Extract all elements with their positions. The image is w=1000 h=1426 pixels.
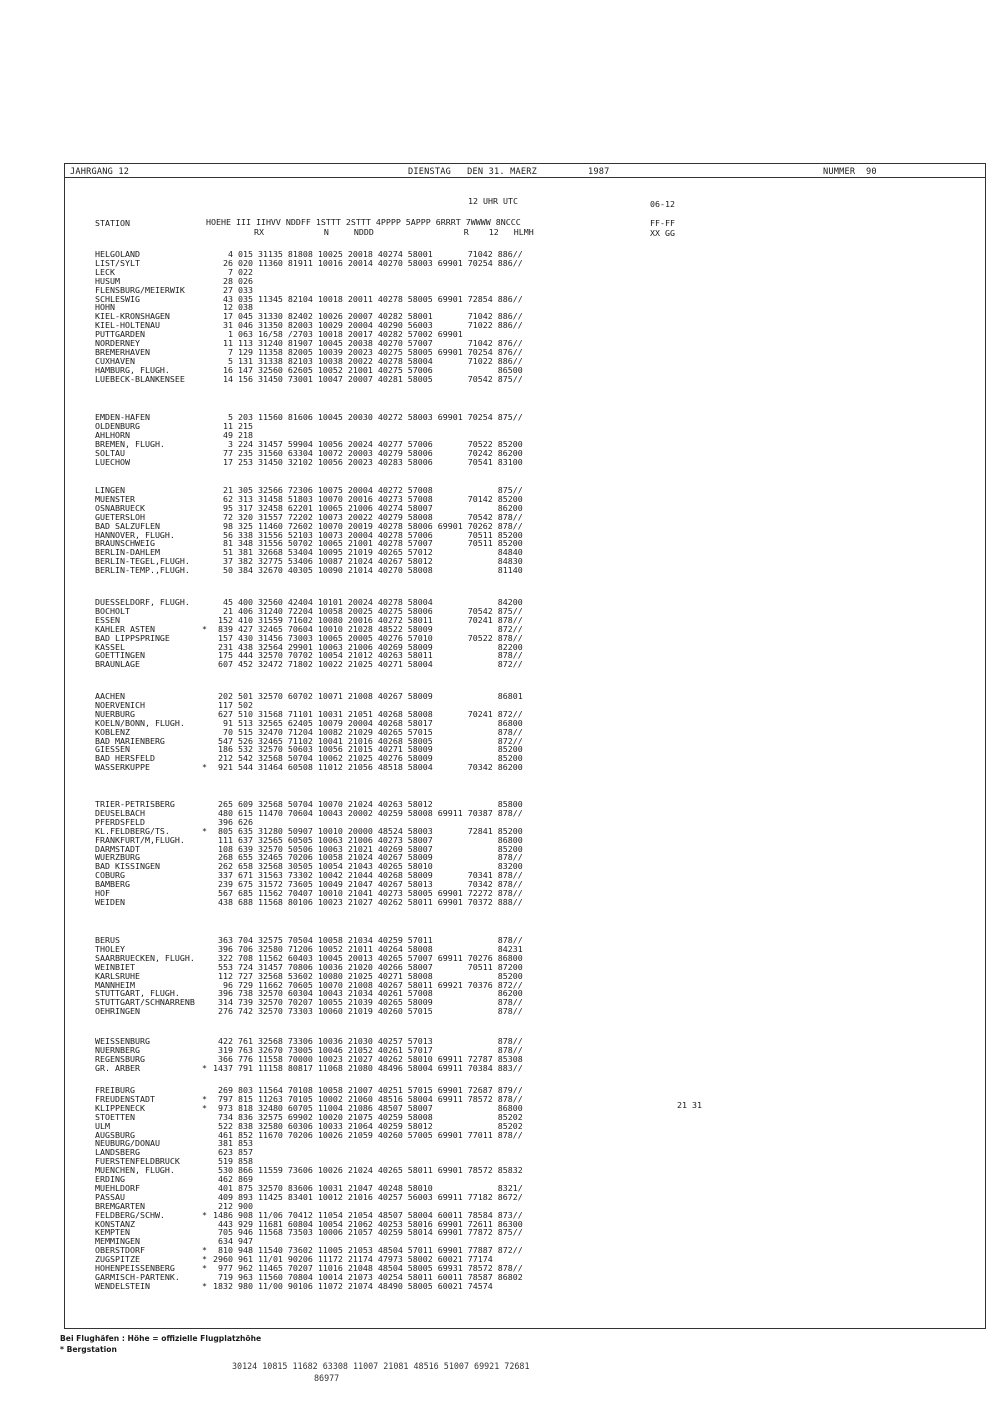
station-values: 17 045 31330 82402 10026 20007 40282 58001 71042 886// (213, 311, 523, 322)
station-name: KOELN/BONN, FLUGH. (95, 717, 185, 728)
issue-number: NUMMER 90 (823, 167, 877, 177)
code-header-line1: HOEHE III IIHVV NDDFF 1STTT 2STTT 4PPPP 5APPP 6RRRT 7WWWW 8NCCC (206, 217, 521, 227)
station-values: 5 131 31338 82103 10038 20022 40278 58004 71022 886// (213, 355, 523, 366)
station-values: 62 313 31458 51803 10070 20016 40273 57008 70142 85200 (213, 493, 523, 504)
station-name: SCHLESWIG (95, 293, 140, 304)
station-name: LINGEN (95, 485, 125, 495)
station-values: 5 203 11560 81606 10045 20030 40272 58003 69901 70254 875// (213, 412, 523, 422)
station-values: 337 671 31563 73302 10042 21044 40268 58009 70341 878// (213, 870, 523, 881)
year-label: 1987 (588, 167, 610, 177)
side-code-header1: FF-FF (650, 218, 675, 228)
station-values: 51 381 32668 53404 10095 21019 40265 57012 84840 (213, 547, 523, 558)
station-values: 11 215 (213, 420, 253, 431)
station-name: THOLEY (95, 943, 125, 954)
station-values: 43 035 11345 82104 10018 20011 40278 58005 69901 72854 886// (213, 293, 523, 304)
station-values: 186 532 32570 50603 10056 21015 40271 58009 85200 (213, 744, 523, 755)
station-name: NORDERNEY (95, 338, 140, 348)
station-name: GIESSEN (95, 744, 130, 755)
station-values: 422 761 32568 73306 10036 21030 40257 57013 878// (213, 1036, 523, 1046)
station-name: WENDELSTEIN (95, 1280, 150, 1291)
station-values: 37 382 32775 53406 10087 21024 40267 58012 84830 (213, 556, 523, 567)
mountain-station-marker: * (202, 1280, 207, 1291)
station-values: 363 704 32575 70504 10058 21034 40259 57011 878// (213, 935, 523, 945)
station-name: OEHRINGEN (95, 1006, 140, 1017)
station-values: 734 836 32575 69902 10020 21075 40259 58008 85202 (213, 1111, 523, 1122)
station-name: STUTTGART/SCHNARRENB (95, 997, 195, 1008)
station-name: MEMMINGEN (95, 1236, 140, 1247)
station-name: KIEL-HOLTENAU (95, 320, 160, 331)
station-values: 438 688 11568 80106 10023 21027 40262 58011 69901 70372 888// (213, 896, 523, 907)
footnote-mountain: * Bergstation (60, 1345, 117, 1354)
mountain-station-marker: * (202, 1062, 207, 1073)
station-name: TRIER-PETRISBERG (95, 799, 175, 809)
station-values: 547 526 32465 71102 10041 21016 40268 58005 872// (213, 735, 523, 746)
station-values: 530 866 11559 73606 10026 21024 40265 58011 69901 78572 85832 (213, 1165, 523, 1176)
station-values: 21 406 31240 72204 10058 20025 40275 58006 70542 875// (213, 605, 523, 616)
station-name: LIST/SYLT (95, 257, 140, 268)
station-name: COBURG (95, 870, 125, 881)
side-note: 21 31 (677, 1100, 702, 1110)
station-name: CUXHAVEN (95, 355, 135, 366)
station-name: FREUDENSTADT (95, 1093, 155, 1104)
station-name: AUGSBURG (95, 1129, 135, 1140)
station-values: 157 430 31456 73003 10065 20005 40276 57010 70522 878// (213, 632, 523, 643)
station-values: 72 320 31557 72202 10073 20022 40279 58008 70542 878// (213, 511, 523, 522)
station-values: 17 253 31450 32102 10056 20023 40283 58006 70541 83100 (213, 456, 523, 467)
station-name: BREMERHAVEN (95, 346, 150, 357)
station-values: 810 948 11540 73602 11005 21053 48504 57011 69901 77887 872// (213, 1245, 523, 1256)
station-values: 719 963 11560 70804 10014 21073 40254 58011 60011 78587 86802 (213, 1271, 523, 1282)
station-name: WEINBIET (95, 961, 135, 972)
station-name: KLIPPENECK (95, 1102, 145, 1113)
station-name: PUTTGARDEN (95, 329, 145, 340)
station-values: 262 658 32568 30505 10054 21043 40265 58010 83200 (213, 861, 523, 872)
station-values: 319 763 32670 73005 10046 21052 40261 57017 878// (213, 1044, 523, 1055)
station-name: BAD KISSINGEN (95, 861, 160, 872)
station-values: 268 655 32465 70206 10058 21024 40267 58009 878// (213, 852, 523, 863)
station-name: KEMPTEN (95, 1227, 130, 1238)
station-name: SAARBRUECKEN, FLUGH. (95, 952, 195, 963)
volume-label: JAHRGANG 12 (70, 167, 130, 177)
station-name: HOF (95, 888, 110, 898)
station-name: BERLIN-TEMP.,FLUGH. (95, 565, 190, 576)
station-values: 462 869 (213, 1174, 253, 1184)
station-name: HANNOVER, FLUGH. (95, 529, 175, 540)
station-name: ULM (95, 1120, 110, 1131)
station-values: 117 502 (213, 699, 253, 710)
station-name: FLENSBURG/MEIERWIK (95, 284, 185, 295)
station-values: 839 427 32465 70604 10010 21028 48522 58009 872// (213, 623, 523, 634)
side-time: 06-12 (650, 199, 675, 209)
station-name: AACHEN (95, 691, 125, 701)
station-name: BAMBERG (95, 879, 130, 890)
station-values: 522 838 32580 60306 10033 21064 40259 58012 85202 (213, 1120, 523, 1131)
station-values: 50 384 32670 40305 10090 21014 40270 58008 81140 (213, 565, 523, 576)
mountain-station-marker: * (202, 623, 207, 634)
station-name: OBERSTDORF (95, 1245, 145, 1256)
station-values: 77 235 31560 63304 10072 20003 40279 58006 70242 86200 (213, 447, 523, 458)
station-name: PFERDSFELD (95, 816, 145, 827)
station-name: OLDENBURG (95, 420, 140, 431)
station-values: 212 900 (213, 1200, 253, 1211)
station-name: KIEL-KRONSHAGEN (95, 311, 170, 322)
station-name: GOETTINGEN (95, 650, 145, 661)
station-name: NUERNBERG (95, 1044, 140, 1055)
station-values: 31 046 31350 82003 10029 20004 40290 56003 71022 886// (213, 320, 523, 331)
station-values: 607 452 32472 71802 10022 21025 40271 58004 872// (213, 659, 523, 670)
station-values: 70 515 32470 71204 10082 21029 40265 57015 878// (213, 726, 523, 737)
station-values: 12 038 (213, 302, 253, 313)
station-values: 49 218 (213, 429, 253, 440)
station-values: 519 858 (213, 1156, 253, 1167)
station-name: DUESSELDORF, FLUGH. (95, 597, 190, 607)
station-name: KARLSRUHE (95, 970, 140, 981)
station-values: 45 400 32560 42404 10101 20024 40278 58004 84200 (213, 597, 523, 607)
mountain-station-marker: * (202, 1102, 207, 1113)
station-values: 7 129 11358 82005 10039 20023 40275 58005 69901 70254 876// (213, 346, 523, 357)
station-values: 567 685 11562 70407 10010 21041 40273 58005 69901 72272 878// (213, 888, 523, 898)
station-name: HOHENPEISSENBERG (95, 1263, 175, 1273)
station-name: BERLIN-TEGEL,FLUGH. (95, 556, 190, 567)
station-values: 7 022 (213, 266, 253, 277)
side-code-header2: XX GG (650, 228, 675, 238)
station-name: BERUS (95, 935, 120, 945)
station-name: WEISSENBURG (95, 1036, 150, 1046)
station-values: 314 739 32570 70207 10055 21039 40265 58009 878// (213, 997, 523, 1008)
station-values: 16 147 32560 62605 10052 21001 40275 57006 86500 (213, 364, 523, 375)
station-name: HELGOLAND (95, 249, 140, 259)
station-name: FRANKFURT/M,FLUGH. (95, 834, 185, 845)
code-header-line2: RX N NDDD R 12 HLMH (254, 227, 534, 237)
table-frame (64, 163, 986, 1329)
station-name: ZUGSPITZE (95, 1254, 140, 1265)
station-name: FREIBURG (95, 1085, 135, 1095)
station-name: SOLTAU (95, 447, 125, 458)
station-name: GUETERSLOH (95, 511, 145, 522)
mountain-station-marker: * (202, 1245, 207, 1256)
station-name: BAD HERSFELD (95, 753, 155, 764)
station-name: KONSTANZ (95, 1218, 135, 1229)
station-name: GARMISCH-PARTENK. (95, 1271, 180, 1282)
station-name: KAHLER ASTEN (95, 623, 155, 634)
observation-time: 12 UHR UTC (468, 196, 518, 206)
station-name: KOBLENZ (95, 726, 130, 737)
station-values: 1486 908 11/06 70412 11054 21054 48507 58004 60011 78584 873// (213, 1209, 523, 1220)
station-name: NUERBURG (95, 708, 135, 719)
mountain-station-marker: * (202, 1093, 207, 1104)
station-values: 96 729 11662 70605 10070 21008 40267 58011 69921 70376 872// (213, 979, 523, 990)
station-name: BREMGARTEN (95, 1200, 145, 1211)
station-values: 634 947 (213, 1236, 253, 1247)
station-values: 2960 961 11/01 90206 11172 21174 47973 58002 60021 77174 (213, 1254, 493, 1265)
station-values: 366 776 11558 70000 10023 21027 40262 58010 69911 72787 85308 (213, 1053, 523, 1064)
station-name: BAD LIPPSPRINGE (95, 632, 170, 643)
station-values: 28 026 (213, 275, 253, 286)
station-name: BRAUNLAGE (95, 659, 140, 670)
station-name: LANDSBERG (95, 1147, 140, 1158)
station-column-header: STATION (95, 218, 130, 228)
station-values: 553 724 31457 70806 10036 21020 40266 58007 70511 87200 (213, 961, 523, 972)
station-name: LECK (95, 266, 115, 277)
station-values: 3 224 31457 59904 10056 20024 40277 57006 70522 85200 (213, 438, 523, 449)
station-values: 797 815 11263 70105 10002 21060 48516 58004 69911 78572 878// (213, 1093, 523, 1104)
station-values: 26 020 11360 81911 10016 20014 40270 58003 69901 70254 886// (213, 257, 523, 268)
handwritten-line: 30124 10815 11682 63308 11007 21081 48516 51007 69921 72681 (232, 1361, 530, 1371)
station-values: 269 803 11564 70108 10058 21007 40251 57015 69901 72687 879// (213, 1085, 523, 1095)
station-values: 111 637 32565 60505 10063 21006 40273 58007 86800 (213, 834, 523, 845)
station-values: 4 015 31135 81808 10025 20018 40274 58001 71042 886// (213, 249, 523, 259)
station-values: 977 962 11465 70207 11016 21048 48504 58005 69931 78572 878// (213, 1263, 523, 1273)
station-name: FELDBERG/SCHW. (95, 1209, 165, 1220)
station-values: 239 675 31572 73605 10049 21047 40267 58013 70342 878// (213, 879, 523, 890)
station-values: 81 348 31556 50702 10065 21001 40278 57007 70511 85200 (213, 538, 523, 549)
station-name: PASSAU (95, 1191, 125, 1202)
station-name: DARMSTADT (95, 843, 140, 854)
station-values: 396 706 32580 71206 10052 21011 40264 58008 84231 (213, 943, 523, 954)
station-values: 152 410 31559 71602 10080 20016 40272 58011 70241 878// (213, 614, 523, 625)
station-name: LUECHOW (95, 456, 130, 467)
station-name: BRAUNSCHWEIG (95, 538, 155, 549)
mountain-station-marker: * (202, 762, 207, 773)
station-values: 11 113 31240 81907 10045 20038 40270 57007 71042 876// (213, 338, 523, 348)
station-values: 1832 980 11/00 90106 11072 21074 48490 58005 60021 74574 (213, 1280, 493, 1291)
station-values: 396 626 (213, 816, 253, 827)
station-name: ERDING (95, 1174, 125, 1184)
mountain-station-marker: * (202, 1254, 207, 1265)
station-values: 1 063 16/58 /2703 10018 20017 40282 57002 69901 (213, 329, 463, 340)
station-values: 921 544 31464 60508 11012 21056 48518 58004 70342 86200 (213, 762, 523, 773)
station-name: STUTTGART, FLUGH. (95, 988, 180, 999)
station-name: REGENSBURG (95, 1053, 145, 1064)
station-name: MUEHLDORF (95, 1182, 140, 1193)
station-name: MUENSTER (95, 493, 135, 504)
station-name: BERLIN-DAHLEM (95, 547, 160, 558)
station-name: WUERZBURG (95, 852, 140, 863)
station-name: KL.FELDBERG/TS. (95, 825, 170, 836)
station-values: 14 156 31450 73001 10047 20007 40281 58005 70542 875// (213, 373, 523, 384)
station-values: 627 510 31568 71101 10031 21051 40268 58008 70241 872// (213, 708, 523, 719)
station-values: 95 317 32458 62201 10065 21006 40274 58007 86200 (213, 502, 523, 513)
station-name: WASSERKUPPE (95, 762, 150, 773)
station-values: 231 438 32564 29901 10063 21006 40269 58009 82200 (213, 641, 523, 652)
station-name: BAD MARIENBERG (95, 735, 165, 746)
station-name: KASSEL (95, 641, 125, 652)
station-name: HUSUM (95, 275, 120, 286)
header-rule (64, 177, 986, 178)
mountain-station-marker: * (202, 1209, 207, 1220)
station-values: 480 615 11470 70604 10043 20002 40259 58008 69911 70387 878// (213, 807, 523, 818)
station-values: 98 325 11460 72602 10070 20019 40278 58006 69901 70262 878// (213, 520, 523, 531)
mountain-station-marker: * (202, 825, 207, 836)
station-values: 27 033 (213, 284, 253, 295)
station-name: MUENCHEN, FLUGH. (95, 1165, 175, 1176)
station-values: 1437 791 11158 80817 11068 21080 48496 58004 69911 70384 883// (213, 1062, 523, 1073)
station-values: 322 708 11562 60403 10045 20013 40265 57007 69911 70276 86800 (213, 952, 523, 963)
station-values: 91 513 32565 62405 10079 20004 40268 58017 86800 (213, 717, 523, 728)
station-name: OSNABRUECK (95, 502, 145, 513)
station-name: GR. ARBER (95, 1062, 140, 1073)
station-values: 56 338 31556 52103 10073 20004 40278 57006 70511 85200 (213, 529, 523, 540)
station-name: NEUBURG/DONAU (95, 1138, 160, 1149)
station-values: 175 444 32570 70702 10054 21012 40263 58011 878// (213, 650, 523, 661)
handwritten-under: 86977 (314, 1373, 340, 1383)
station-values: 461 852 11670 70206 10026 21059 40260 57005 69901 77011 878// (213, 1129, 523, 1140)
station-name: HOHN (95, 302, 115, 313)
station-values: 112 727 32568 53602 10080 21025 40271 58008 85200 (213, 970, 523, 981)
station-values: 21 305 32566 72306 10075 20004 40272 57008 875// (213, 485, 523, 495)
footnote-airports: Bei Flughäfen : Höhe = offizielle Flugplatzhöhe (60, 1334, 262, 1343)
mountain-station-marker: * (202, 1263, 207, 1273)
station-values: 212 542 32568 50704 10062 21025 40276 58009 85200 (213, 753, 523, 764)
station-values: 409 893 11425 83401 10012 21016 40257 56003 69911 77182 8672/ (213, 1191, 523, 1202)
station-name: HAMBURG, FLUGH. (95, 364, 170, 375)
station-values: 623 857 (213, 1147, 253, 1158)
station-name: EMDEN-HAFEN (95, 412, 150, 422)
station-name: ESSEN (95, 614, 120, 625)
station-name: BOCHOLT (95, 605, 130, 616)
station-values: 202 501 32570 60702 10071 21008 40267 58009 86801 (213, 691, 523, 701)
station-values: 805 635 31280 50907 10010 20000 48524 58003 72841 85200 (213, 825, 523, 836)
station-values: 401 875 32570 83606 10031 21047 40248 58010 8321/ (213, 1182, 523, 1193)
station-values: 443 929 11681 60804 10054 21062 40253 58016 69901 72611 86300 (213, 1218, 523, 1229)
station-name: DEUSELBACH (95, 807, 145, 818)
station-values: 108 639 32570 50506 10063 21021 40269 58007 85200 (213, 843, 523, 854)
station-name: LUEBECK-BLANKENSEE (95, 373, 185, 384)
station-values: 265 609 32568 50704 10070 21024 40263 58012 85800 (213, 799, 523, 809)
station-name: AHLHORN (95, 429, 130, 440)
station-name: STOETTEN (95, 1111, 135, 1122)
station-values: 381 853 (213, 1138, 253, 1149)
station-name: BAD SALZUFLEN (95, 520, 160, 531)
station-values: 396 738 32570 60304 10043 21034 40261 57008 86200 (213, 988, 523, 999)
station-values: 973 818 32480 60705 11004 21086 48507 58007 86800 (213, 1102, 523, 1113)
station-name: FUERSTENFELDBRUCK (95, 1156, 180, 1167)
station-name: MANNHEIM (95, 979, 135, 990)
station-name: WEIDEN (95, 896, 125, 907)
date-label: DIENSTAG DEN 31. MAERZ (408, 167, 537, 177)
station-values: 705 946 11568 73503 10006 21057 40259 58014 69901 77872 875// (213, 1227, 523, 1238)
station-values: 276 742 32570 73303 10060 21019 40260 57015 878// (213, 1006, 523, 1017)
station-name: BREMEN, FLUGH. (95, 438, 165, 449)
station-name: NOERVENICH (95, 699, 145, 710)
